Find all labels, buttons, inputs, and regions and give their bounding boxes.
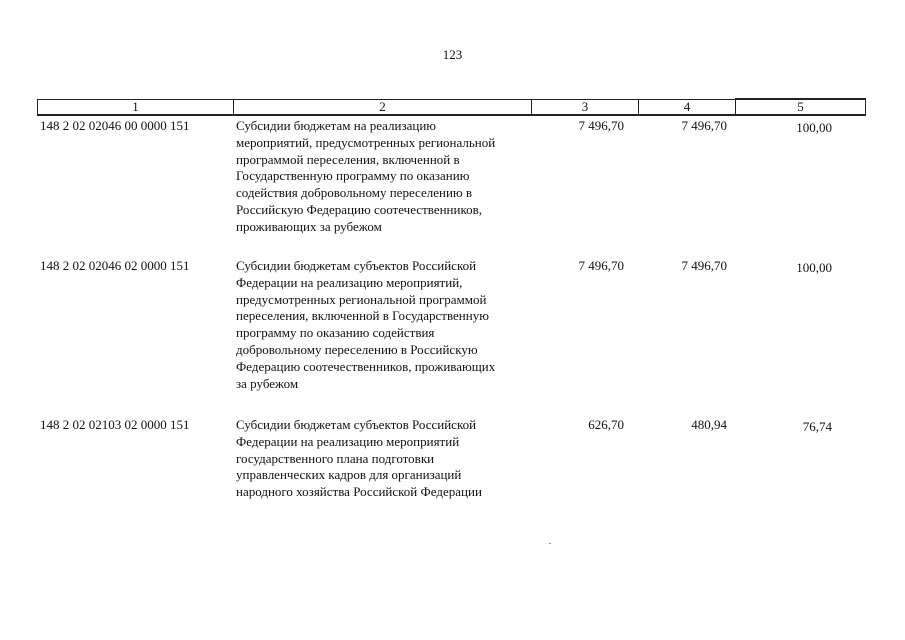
description-line: содействия добровольному переселению в	[236, 185, 473, 201]
value-col3: 7 496,70	[578, 118, 624, 133]
column-header-1: 1	[38, 99, 234, 115]
description-line: государственного плана подготовки	[236, 450, 435, 466]
value-col3: 7 496,70	[578, 258, 624, 273]
description-line: мероприятий, предусмотренных региональной	[236, 134, 496, 150]
description-line: Субсидии бюджетам субъектов Российской	[236, 258, 477, 273]
value-col5: 76,74	[802, 419, 832, 434]
value-col4: 7 496,70	[681, 118, 727, 133]
description-line: программу по оказанию содействия	[236, 325, 435, 341]
scan-speck	[549, 543, 551, 544]
row-description	[236, 417, 536, 501]
description-line: программой переселения, включенной в	[236, 151, 460, 167]
description-line: Субсидии бюджетам на реализацию	[236, 118, 437, 133]
description-line: Государственную программу по оказанию	[236, 168, 470, 184]
description-line: предусмотренных региональной программой	[236, 291, 487, 307]
description-line: добровольному переселению в Российскую	[236, 341, 478, 357]
budget-code: 148 2 02 02103 02 0000 151	[40, 417, 190, 432]
column-header-5: 5	[736, 99, 866, 115]
row-description	[236, 118, 536, 236]
description-line: Российскую Федерацию соотечественников,	[236, 201, 483, 217]
value-col5: 100,00	[796, 260, 832, 275]
column-header-4: 4	[639, 99, 736, 115]
description-line: Федерацию соотечественников, проживающих	[236, 358, 496, 374]
description-line: переселения, включенной в Государственную	[236, 308, 489, 324]
budget-code: 148 2 02 02046 00 0000 151	[40, 118, 190, 133]
value-col5: 100,00	[796, 120, 832, 135]
description-line: управленческих кадров для организаций	[236, 467, 462, 483]
value-col3: 626,70	[588, 417, 624, 432]
description-line: Федерации на реализацию мероприятий,	[236, 274, 463, 290]
column-header-2: 2	[234, 99, 532, 115]
budget-code: 148 2 02 02046 02 0000 151	[40, 258, 190, 273]
column-header-row	[37, 98, 866, 116]
description-line: проживающих за рубежом	[236, 218, 382, 234]
description-line: Субсидии бюджетам субъектов Российской	[236, 417, 477, 432]
value-col4: 480,94	[691, 417, 727, 432]
description-line: Федерации на реализацию мероприятий	[236, 433, 460, 449]
description-line: народного хозяйства Российской Федерации	[236, 484, 482, 500]
column-header-3: 3	[532, 99, 639, 115]
page-number: 123	[442, 47, 463, 62]
row-description	[236, 258, 536, 392]
description-line: за рубежом	[236, 375, 299, 391]
value-col4: 7 496,70	[681, 258, 727, 273]
